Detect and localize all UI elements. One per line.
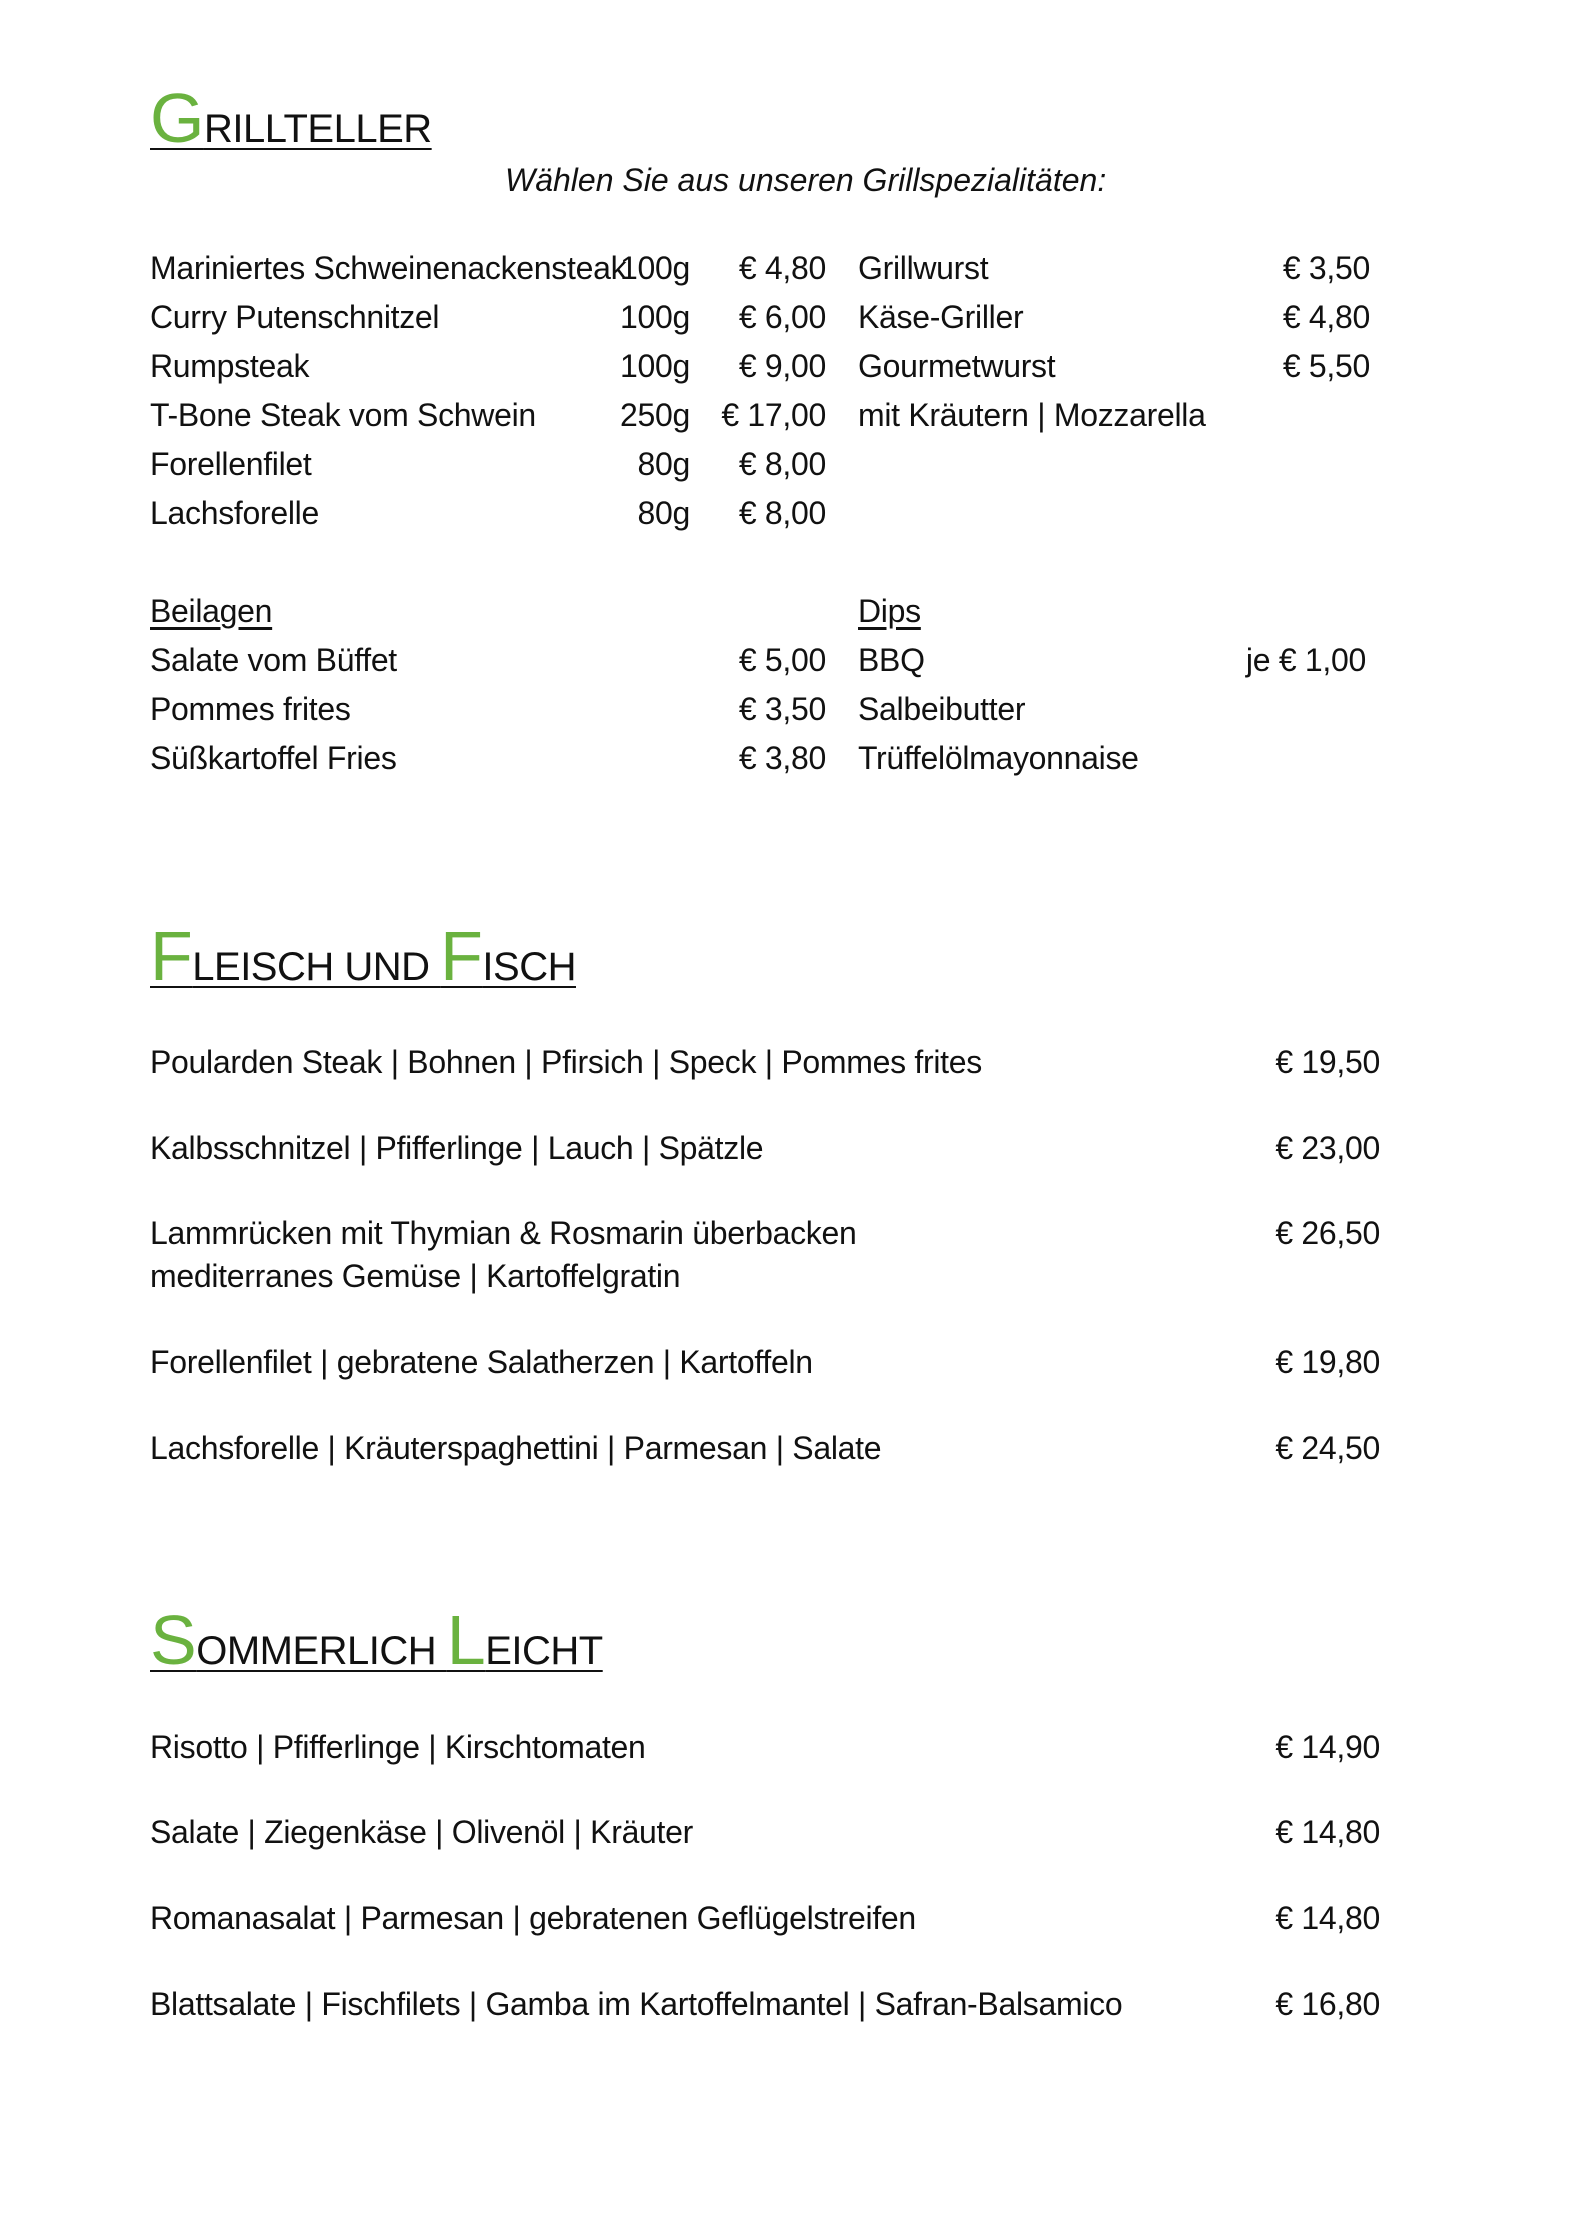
title-initial: G xyxy=(150,79,204,157)
grill-item-name: Grillwurst xyxy=(858,250,989,286)
grill-item-name: Curry Putenschnitzel xyxy=(150,299,440,335)
section-title-fleisch-und-fisch xyxy=(150,916,576,996)
dish-price: € 14,80 xyxy=(1275,1814,1380,1850)
dish-price: € 14,90 xyxy=(1275,1729,1380,1765)
dip-name: Trüffelölmayonnaise xyxy=(858,740,1139,776)
dish-price: € 23,00 xyxy=(1275,1130,1380,1166)
grill-item-name: Käse-Griller xyxy=(858,299,1024,335)
grill-item-name: Lachsforelle xyxy=(150,495,319,531)
grill-item-price: € 5,50 xyxy=(1282,348,1370,384)
dip-name: BBQ xyxy=(858,642,925,678)
dip-name: Salbeibutter xyxy=(858,691,1026,727)
grill-item-price: € 4,80 xyxy=(1282,299,1370,335)
grill-item-price: € 4,80 xyxy=(738,250,826,286)
grill-item-name: Mariniertes Schweinenackensteak xyxy=(150,250,627,286)
grill-item-price: € 3,50 xyxy=(1282,250,1370,286)
grill-item-weight: 100g xyxy=(620,348,690,384)
grill-item-weight: 250g xyxy=(620,397,690,433)
grill-subtitle: Wählen Sie aus unseren Grillspezialitäten: xyxy=(505,162,1107,198)
beilage-name: Süßkartoffel Fries xyxy=(150,740,397,776)
grill-item-weight: 80g xyxy=(637,495,690,531)
grill-item-name: Gourmetwurst xyxy=(858,348,1056,384)
dish-name: Kalbsschnitzel | Pfifferlinge | Lauch | Spätzle xyxy=(150,1130,764,1166)
grill-item-price: € 17,00 xyxy=(721,397,826,433)
dish-name: Romanasalat | Parmesan | gebratenen Geflügelstreifen xyxy=(150,1900,916,1936)
grill-item-weight: 100g xyxy=(620,299,690,335)
grill-item-name: Forellenfilet xyxy=(150,446,312,482)
grill-item-price: € 8,00 xyxy=(738,495,826,531)
title-initial: S xyxy=(150,1601,197,1679)
section-title-grillteller xyxy=(150,78,432,158)
beilagen-heading: Beilagen xyxy=(150,593,273,629)
dish-price: € 16,80 xyxy=(1275,1986,1380,2022)
dish-price: € 24,50 xyxy=(1275,1430,1380,1466)
title-initial: F xyxy=(440,917,483,995)
dish-name: Forellenfilet | gebratene Salatherzen | Kartoffeln xyxy=(150,1344,813,1380)
dish-name: Lachsforelle | Kräuterspaghettini | Parmesan | Salate xyxy=(150,1430,882,1466)
grill-item-weight: 80g xyxy=(637,446,690,482)
dish-price: € 19,50 xyxy=(1275,1044,1380,1080)
dips-heading: Dips xyxy=(858,593,921,629)
title-rest: RILLTELLER xyxy=(203,107,432,151)
title-rest: LEISCH UND xyxy=(192,945,441,989)
grill-item-weight: 100g xyxy=(620,250,690,286)
dish-description-line2: mediterranes Gemüse | Kartoffelgratin xyxy=(150,1258,681,1294)
grill-item-name: Rumpsteak xyxy=(150,348,310,384)
title-rest: OMMERLICH xyxy=(196,1629,447,1673)
beilage-name: Pommes frites xyxy=(150,691,351,727)
dish-name: Poularden Steak | Bohnen | Pfirsich | Speck | Pommes frites xyxy=(150,1044,982,1080)
title-rest: EICHT xyxy=(485,1629,603,1673)
beilage-price: € 3,50 xyxy=(738,691,826,727)
dish-name: Blattsalate | Fischfilets | Gamba im Kartoffelmantel | Safran-Balsamico xyxy=(150,1986,1123,2022)
dips-price: je € 1,00 xyxy=(1245,642,1366,678)
grill-item-price: € 9,00 xyxy=(738,348,826,384)
grill-item-price: € 8,00 xyxy=(738,446,826,482)
section-title-sommerlich-leicht xyxy=(150,1600,603,1680)
grill-item-name: T-Bone Steak vom Schwein xyxy=(150,397,536,433)
beilage-price: € 5,00 xyxy=(738,642,826,678)
title-initial: L xyxy=(446,1601,486,1679)
beilage-name: Salate vom Büffet xyxy=(150,642,397,678)
grill-item-name: mit Kräutern | Mozzarella xyxy=(858,397,1206,433)
dish-price: € 14,80 xyxy=(1275,1900,1380,1936)
dish-name: Lammrücken mit Thymian & Rosmarin überbacken xyxy=(150,1215,857,1251)
title-initial: F xyxy=(150,917,193,995)
dish-name: Salate | Ziegenkäse | Olivenöl | Kräuter xyxy=(150,1814,694,1850)
title-rest: ISCH xyxy=(482,945,576,989)
dish-name: Risotto | Pfifferlinge | Kirschtomaten xyxy=(150,1729,646,1765)
dish-price: € 26,50 xyxy=(1275,1215,1380,1251)
beilage-price: € 3,80 xyxy=(738,740,826,776)
grill-item-price: € 6,00 xyxy=(738,299,826,335)
dish-price: € 19,80 xyxy=(1275,1344,1380,1380)
